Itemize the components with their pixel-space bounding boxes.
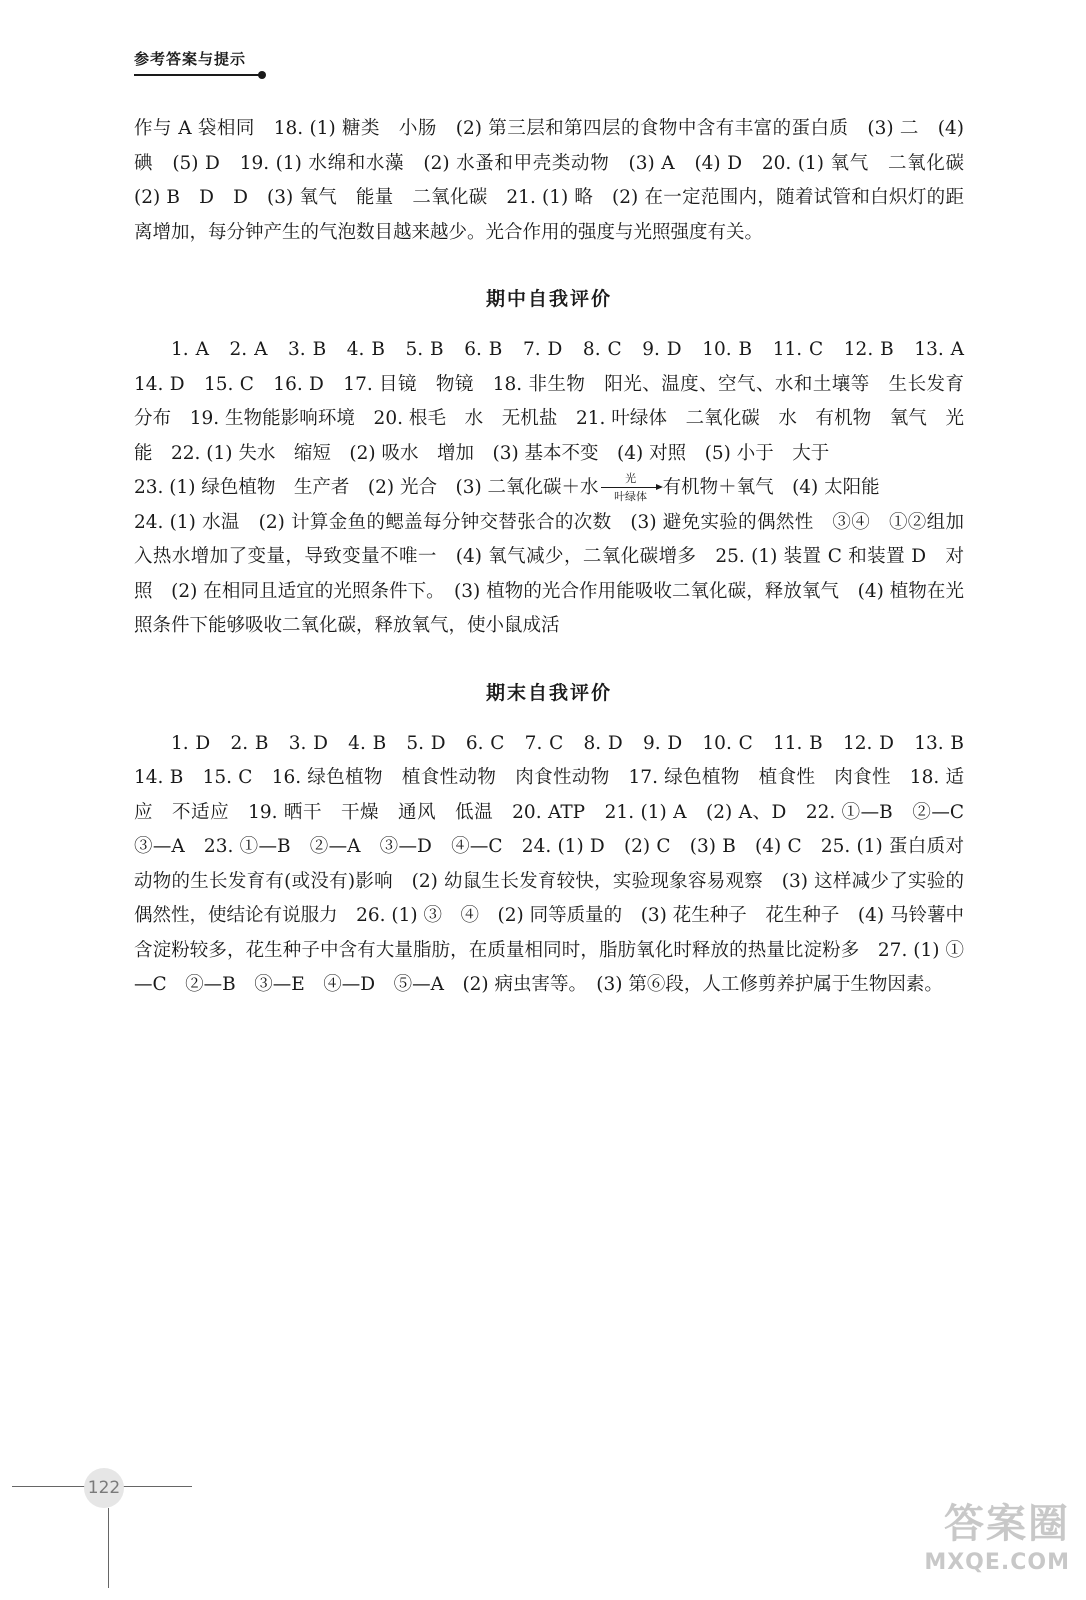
watermark-logo — [894, 1500, 1070, 1590]
header-dot-icon — [258, 71, 266, 79]
reaction-condition-top: 光 — [625, 472, 637, 485]
footer-vertical-rule — [108, 1508, 109, 1588]
watermark-main: 答案圈 — [944, 1501, 1070, 1547]
right-arrow-icon — [601, 487, 657, 488]
watermark-sub: MXQE.COM — [924, 1550, 1070, 1575]
midterm-q23 — [134, 471, 964, 506]
final-section-title: 期末自我评价 — [485, 681, 612, 704]
reaction-arrow — [601, 471, 661, 505]
midterm-paragraph-b: 24. (1) 水温 (2) 计算金鱼的鳃盖每分钟交替张合的次数 (3) 避免实验的偶然性 ③④ ①②组加入热水增加了变量，导致变量不唯一 (4) 氧气减少，二氧化碳增多 25. (1) 装置 C 和装置 D 对照 (2) 在相同且适宜的光照条件下。 (3) 植物的光合作用能吸收二氧化碳，释放氧气 (4) 植物在光照条件下能够吸收二氧化碳，释放氧气，使小鼠成活 — [134, 511, 964, 636]
final-paragraph: 1. D 2. B 3. D 4. B 5. D 6. C 7. C 8. D 9. D 10. C 11. B 12. D 13. B 14. B 15. C 16. 绿色植物 植食性动物 肉食性动物 17. 绿色植物 植食性 肉食性 18. 适应 不适应 19. 晒干 干燥 通风 低温 20. ATP 21. (1) A (2) A、D 22. ①—B ②—C ③—A 23. ①—B ②—A ③—D ④—C 24. (1) D (2) C (3) B (4) C 25. (1) 蛋白质对动物的生长发育有(或没有)影响 (2) 幼鼠生长发育较快，实验现象容易观察 (3) 这样减少了实验的偶然性，使结论有说服力 26. (1) ③ ④ (2) 同等质量的 (3) 花生种子 花生种子 (4) 马铃薯中含淀粉较多，花生种子中含有大量脂肪，在质量相同时，脂肪氧化时释放的热量比淀粉多 27. (1) ①—C ②—B ③—E ④—D ⑤—A (2) 病虫害等。 (3) 第⑥段，人工修剪养护属于生物因素。 — [134, 732, 983, 995]
reaction-condition-bottom: 叶绿体 — [614, 490, 648, 503]
header-title: 参考答案与提示 — [134, 50, 247, 68]
q23-before-text: 23. (1) 绿色植物 生产者 (2) 光合 (3) 二氧化碳＋水 — [134, 477, 599, 498]
page-number: 122 — [84, 1468, 124, 1508]
midterm-section-title: 期中自我评价 — [485, 288, 612, 310]
q23-after-text: 有机物＋氧气 (4) 太阳能 — [662, 477, 880, 498]
midterm-paragraph-a: 1. A 2. A 3. B 4. B 5. B 6. B 7. D 8. C 9. D 10. B 11. C 12. B 13. A 14. D 15. C 16. D 17. 目镜 物镜 18. 非生物 阳光、温度、空气、水和土壤等 生长发育 分布 19. 生物能影响环境 20. 根毛 水 无机盐 21. 叶绿体 二氧化碳 水 有机物 氧气 光能 22. (1) 失水 缩短 (2) 吸水 增加 (3) 基本不变 (4) 对照 (5) 小于 大于 — [134, 339, 983, 464]
answer-content — [134, 112, 983, 1003]
header-rule — [134, 74, 260, 76]
intro-paragraph: 作与 A 袋相同 18. (1) 糖类 小肠 (2) 第三层和第四层的食物中含有丰富的蛋白质 (3) 二 (4) 碘 (5) D 19. (1) 水绵和水藻 (2) 水蚤和甲壳类动物 (3) A (4) D 20. (1) 氧气 二氧化碳 (2) B D D (3) 氧气 能量 二氧化碳 21. (1) 略 (2) 在一定范围内，随着试管和白炽灯的距离增加，每分钟产生的气泡数目越来越少。光合作用的强度与光照强度有关。 — [134, 118, 983, 243]
